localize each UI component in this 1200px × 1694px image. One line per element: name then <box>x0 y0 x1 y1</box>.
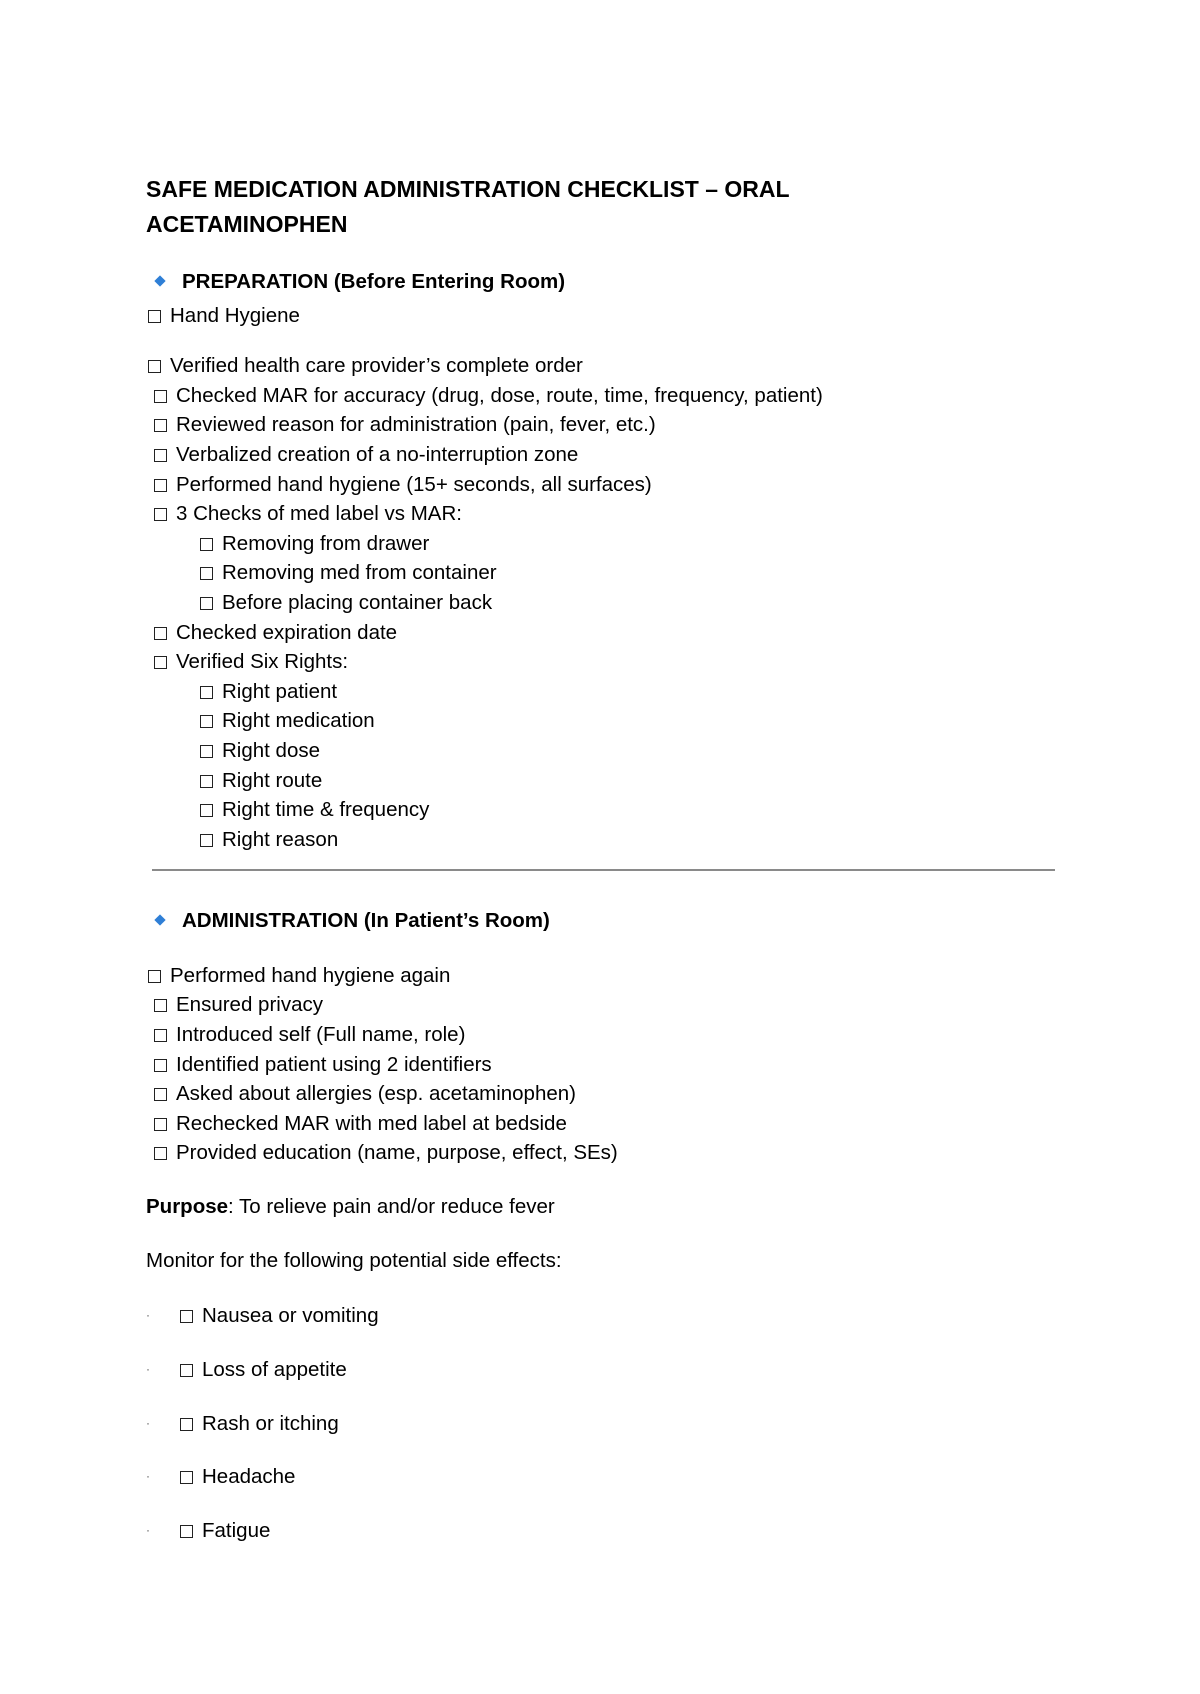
checkbox-icon[interactable] <box>180 1418 193 1431</box>
checkbox-icon[interactable] <box>200 538 213 551</box>
checklist-item[interactable]: Performed hand hygiene (15+ seconds, all surfaces) <box>154 472 652 498</box>
purpose-line <box>146 1194 555 1220</box>
checkbox-icon[interactable] <box>154 627 167 640</box>
monitor-intro: Monitor for the following potential side effects: <box>146 1249 562 1272</box>
horizontal-divider <box>152 869 1055 871</box>
checkbox-icon[interactable] <box>200 745 213 758</box>
checkbox-icon[interactable] <box>148 970 161 983</box>
checklist-item[interactable]: Checked MAR for accuracy (drug, dose, route, time, frequency, patient) <box>154 383 823 409</box>
checkbox-icon[interactable] <box>180 1310 193 1323</box>
bullet-dot-icon: · <box>146 1362 150 1376</box>
checklist-item[interactable]: Verified health care provider’s complete order <box>148 353 583 379</box>
bullet-dot-icon: · <box>146 1416 150 1430</box>
bullet-dot-icon: · <box>146 1469 150 1483</box>
purpose-label: Purpose <box>146 1195 229 1218</box>
checkbox-icon[interactable] <box>154 1029 167 1042</box>
checklist-subitem[interactable]: Right dose <box>200 738 320 764</box>
checkbox-icon[interactable] <box>154 999 167 1012</box>
checkbox-icon[interactable] <box>200 567 213 580</box>
checklist-item[interactable]: Ensured privacy <box>154 992 323 1018</box>
administration-heading-text: ADMINISTRATION (In Patient’s Room) <box>182 909 550 932</box>
checkbox-icon[interactable] <box>154 1088 167 1101</box>
preparation-heading <box>150 269 565 295</box>
side-effect-item[interactable]: · Nausea or vomiting <box>146 1304 379 1327</box>
checkbox-icon[interactable] <box>154 390 167 403</box>
diamond-bullet-icon <box>154 275 165 286</box>
checkbox-icon[interactable] <box>154 1118 167 1131</box>
checklist-item[interactable]: Rechecked MAR with med label at bedside <box>154 1111 567 1137</box>
purpose-text: : To relieve pain and/or reduce fever <box>228 1195 555 1218</box>
checkbox-icon[interactable] <box>200 686 213 699</box>
checklist-item[interactable]: Checked expiration date <box>154 620 397 646</box>
side-effect-item[interactable]: · Rash or itching <box>146 1412 339 1435</box>
checklist-item[interactable]: 3 Checks of med label vs MAR: <box>154 501 462 527</box>
checklist-item[interactable]: Verified Six Rights: <box>154 649 348 675</box>
checklist-item[interactable]: Hand Hygiene <box>148 303 300 329</box>
checkbox-icon[interactable] <box>200 804 213 817</box>
checkbox-icon[interactable] <box>154 1147 167 1160</box>
checklist-subitem[interactable]: Right patient <box>200 679 337 705</box>
administration-heading <box>150 908 550 934</box>
checkbox-icon[interactable] <box>200 775 213 788</box>
checklist-item[interactable]: Asked about allergies (esp. acetaminophen) <box>154 1081 576 1107</box>
diamond-bullet-icon <box>154 914 165 925</box>
checkbox-icon[interactable] <box>154 419 167 432</box>
checkbox-icon[interactable] <box>154 508 167 521</box>
checklist-item[interactable]: Provided education (name, purpose, effect, SEs) <box>154 1140 618 1166</box>
checkbox-icon[interactable] <box>154 656 167 669</box>
checklist-subitem[interactable]: Right reason <box>200 827 338 853</box>
checkbox-icon[interactable] <box>154 479 167 492</box>
side-effect-item[interactable]: · Fatigue <box>146 1519 271 1542</box>
side-effect-item[interactable]: · Headache <box>146 1465 296 1488</box>
checkbox-icon[interactable] <box>200 715 213 728</box>
checklist-subitem[interactable]: Right medication <box>200 708 375 734</box>
checkbox-icon[interactable] <box>200 597 213 610</box>
side-effect-item[interactable]: · Loss of appetite <box>146 1358 347 1381</box>
checkbox-icon[interactable] <box>148 310 161 323</box>
checkbox-icon[interactable] <box>180 1525 193 1538</box>
checkbox-icon[interactable] <box>180 1471 193 1484</box>
checklist-item[interactable]: Reviewed reason for administration (pain, fever, etc.) <box>154 412 656 438</box>
checklist-subitem[interactable]: Before placing container back <box>200 590 492 616</box>
checkbox-icon[interactable] <box>154 449 167 462</box>
checklist-subitem[interactable]: Right route <box>200 768 322 794</box>
checklist-subitem[interactable]: Removing med from container <box>200 560 497 586</box>
checklist-item[interactable]: Introduced self (Full name, role) <box>154 1022 465 1048</box>
checkbox-icon[interactable] <box>148 360 161 373</box>
document-title: SAFE MEDICATION ADMINISTRATION CHECKLIST – ORAL ACETAMINOPHEN <box>146 176 790 237</box>
preparation-heading-text: PREPARATION (Before Entering Room) <box>182 270 566 293</box>
checklist-subitem[interactable]: Removing from drawer <box>200 531 429 557</box>
checkbox-icon[interactable] <box>180 1364 193 1377</box>
checkbox-icon[interactable] <box>200 834 213 847</box>
bullet-dot-icon: · <box>146 1523 150 1537</box>
checkbox-icon[interactable] <box>154 1059 167 1072</box>
checklist-item[interactable]: Identified patient using 2 identifiers <box>154 1052 492 1078</box>
checklist-item[interactable]: Performed hand hygiene again <box>148 963 450 989</box>
bullet-dot-icon: · <box>146 1308 150 1322</box>
checklist-item[interactable]: Verbalized creation of a no-interruption zone <box>154 442 578 468</box>
checklist-subitem[interactable]: Right time & frequency <box>200 797 429 823</box>
